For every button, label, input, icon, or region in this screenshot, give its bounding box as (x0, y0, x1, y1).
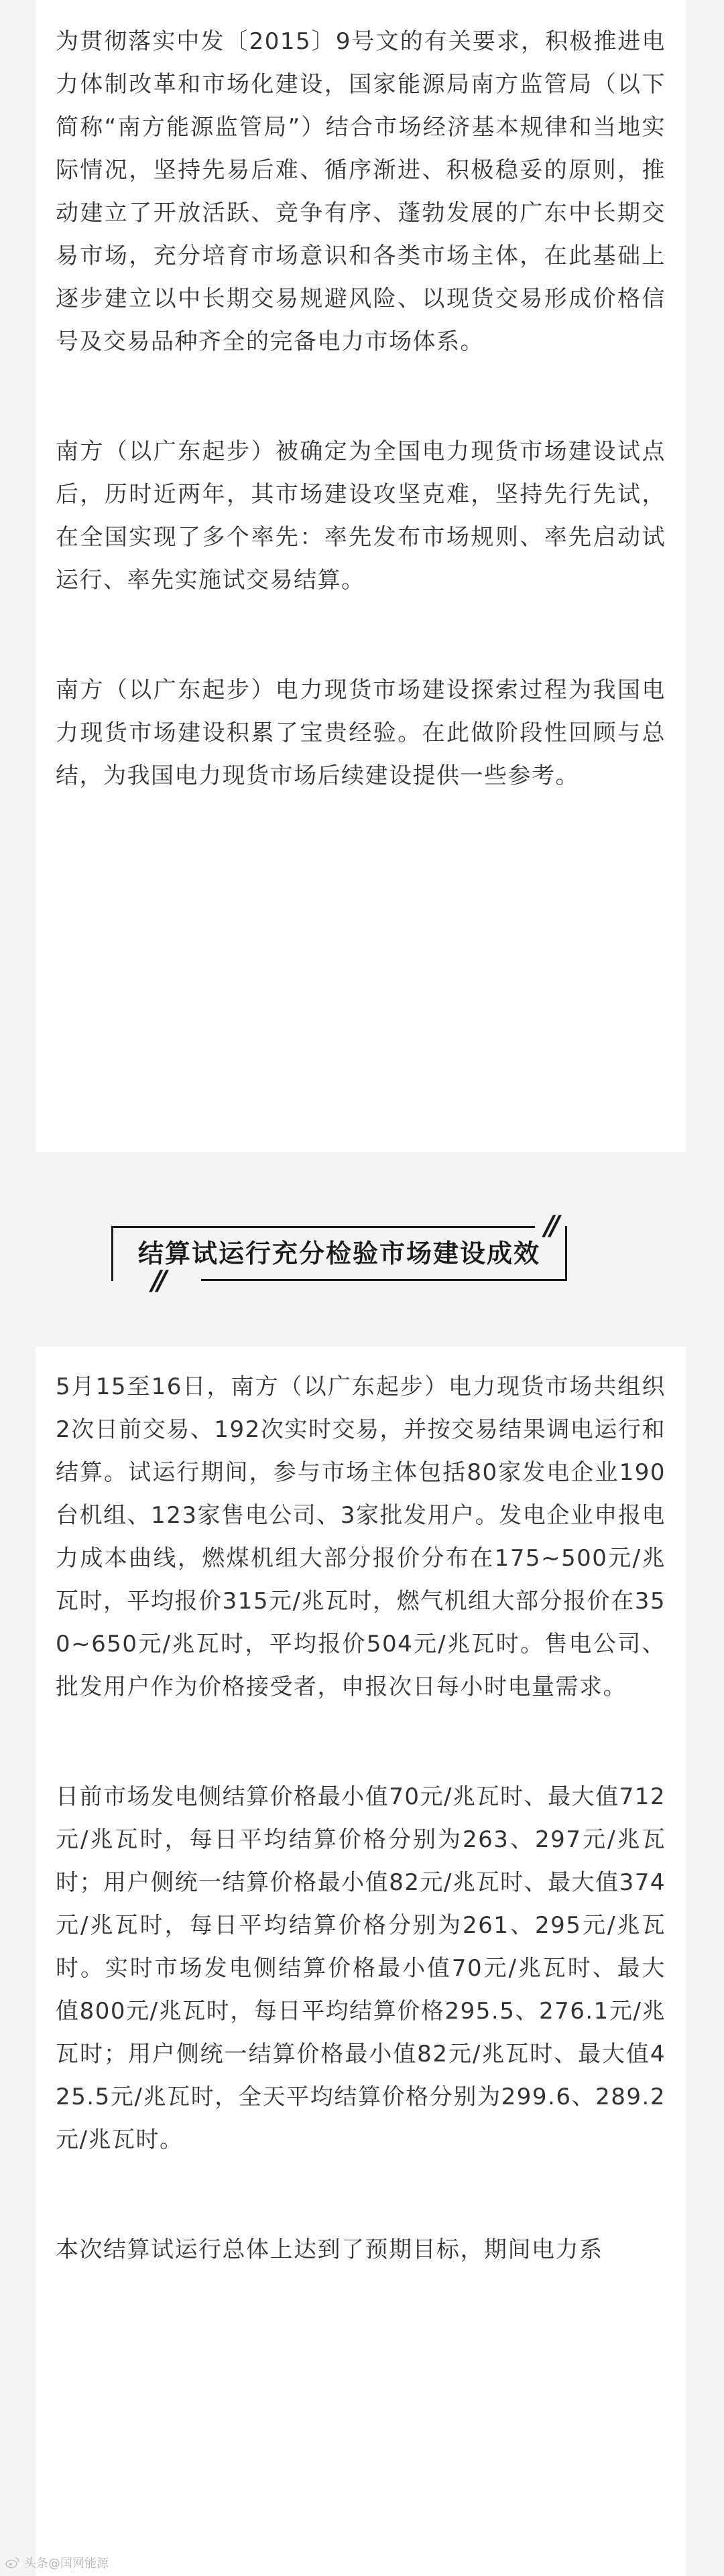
section-title: 结算试运行充分检验市场建设成效 (137, 1239, 540, 1268)
section-paragraph-3: 本次结算试运行总体上达到了预期目标，期间电力系 (56, 2236, 603, 2263)
watermark (5, 2554, 109, 2571)
heading-slash-top-icon: // (544, 1211, 556, 1241)
section-paragraph-1: 5月15至16日，南方（以广东起步）电力现货市场共组织2次日前交易、192次实时交易，并按交易结果调电运行和结算。试运行期间，参与市场主体包括80家发电企业190台机组、123家售电公司、3家批发用户。发电企业申报电力成本曲线，燃煤机组大部分报价分布在175~500元/兆瓦时，平均报价315元/兆瓦时，燃气机组大部分报价在350~650元/兆瓦时，平均报价504元/兆瓦时。售电公司、批发用户作为价格接受者，申报次日每小时电量需求。 (56, 1373, 666, 1700)
intro-card (36, 0, 686, 1152)
watermark-text: 头条@国网能源 (24, 2557, 109, 2571)
intro-paragraph-2: 南方（以广东起步）被确定为全国电力现货市场建设试点后，历时近两年，其市场建设攻坚克难，坚持先行先试，在全国实现了多个率先：率先发布市场规则、率先启动试运行、率先实施试交易结算。 (56, 438, 666, 594)
section-card (36, 1347, 686, 2576)
intro-paragraph-1: 为贯彻落实中发〔2015〕9号文的有关要求，积极推进电力体制改革和市场化建设，国家能源局南方监管局（以下简称“南方能源监管局”）结合市场经济基本规律和当地实际情况，坚持先易后难、循序渐进、积极稳妥的原则，推动建立了开放活跃、竞争有序、蓬勃发展的广东中长期交易市场，充分培育市场意识和各类市场主体，在此基础上逐步建立以中长期交易规避风险、以现货交易形成价格信号及交易品种齐全的完备电力市场体系。 (56, 28, 666, 355)
heading-slash-bottom-icon: // (152, 1266, 164, 1296)
section-paragraph-2: 日前市场发电侧结算价格最小值70元/兆瓦时、最大值712元/兆瓦时，每日平均结算价格分别为263、297元/兆瓦时；用户侧统一结算价格最小值82元/兆瓦时、最大值374元/兆瓦时，每日平均结算价格分别为261、295元/兆瓦时。实时市场发电侧结算价格最小值70元/兆瓦时、最大值800元/兆瓦时，每日平均结算价格295.5、276.1元/兆瓦时；用户侧统一结算价格最小值82元/兆瓦时、最大值425.5元/兆瓦时，全天平均结算价格分别为299.6、289.2元/兆瓦时。 (56, 1783, 666, 2153)
weibo-icon (5, 2557, 20, 2569)
section-heading (0, 1206, 724, 1303)
intro-paragraph-3: 南方（以广东起步）电力现货市场建设探索过程为我国电力现货市场建设积累了宝贵经验。在此做阶段性回顾与总结，为我国电力现货市场后续建设提供一些参考。 (56, 677, 666, 789)
